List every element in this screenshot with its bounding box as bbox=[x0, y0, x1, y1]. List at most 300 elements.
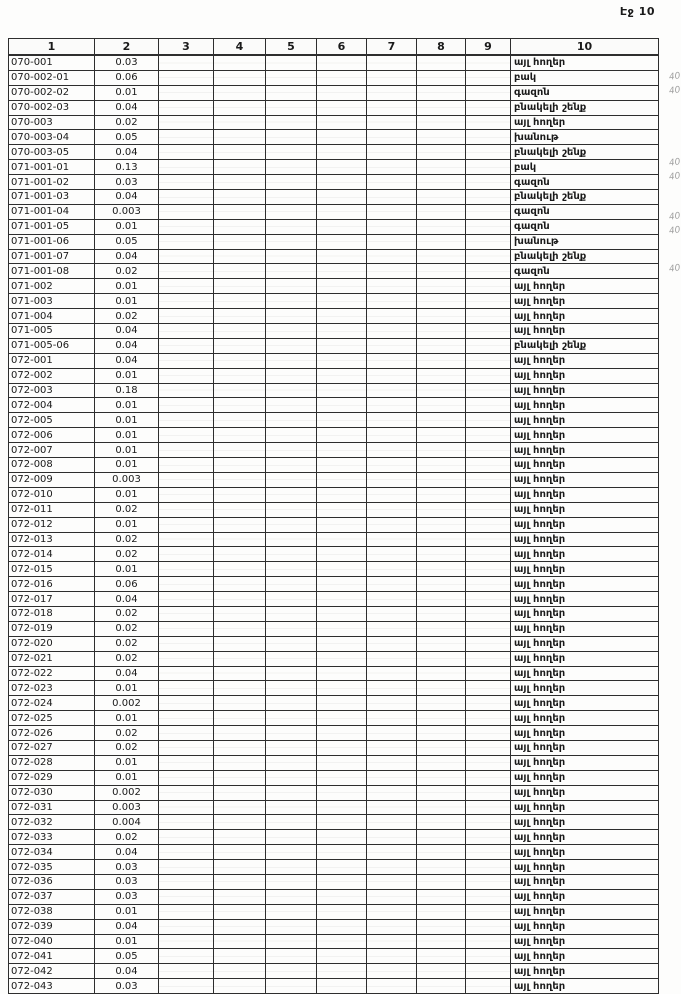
cell-area: 0.003 bbox=[95, 472, 159, 487]
cell-empty bbox=[214, 651, 266, 666]
cell-empty bbox=[317, 889, 367, 904]
table-row bbox=[9, 547, 659, 562]
cell-empty bbox=[159, 324, 214, 339]
cell-code: 071-001-07 bbox=[9, 249, 95, 264]
land-parcel-table bbox=[8, 38, 659, 994]
cell-land-use: այլ հողեր bbox=[511, 726, 659, 741]
table-row bbox=[9, 651, 659, 666]
cell-empty bbox=[266, 204, 317, 219]
cell-code: 072-034 bbox=[9, 845, 95, 860]
cell-land-use: բնակելի շենք bbox=[511, 145, 659, 160]
cell-empty bbox=[159, 740, 214, 755]
cell-empty bbox=[214, 532, 266, 547]
cell-empty bbox=[317, 160, 367, 175]
table-body bbox=[9, 55, 659, 994]
cell-empty bbox=[214, 160, 266, 175]
cell-empty bbox=[159, 726, 214, 741]
cell-land-use: այլ հողեր bbox=[511, 830, 659, 845]
cell-area: 0.18 bbox=[95, 383, 159, 398]
cell-empty bbox=[266, 532, 317, 547]
cell-empty bbox=[417, 949, 466, 964]
cell-empty bbox=[317, 919, 367, 934]
cell-empty bbox=[417, 175, 466, 190]
cell-land-use: բնակելի շենք bbox=[511, 190, 659, 205]
cell-code: 070-002-01 bbox=[9, 70, 95, 85]
cell-land-use: գազոն bbox=[511, 85, 659, 100]
cell-area: 0.02 bbox=[95, 532, 159, 547]
cell-code: 072-007 bbox=[9, 443, 95, 458]
page-number: Էջ 10 bbox=[619, 5, 655, 18]
cell-empty bbox=[417, 860, 466, 875]
cell-empty bbox=[466, 130, 511, 145]
cell-empty bbox=[466, 740, 511, 755]
cell-empty bbox=[214, 383, 266, 398]
table-row bbox=[9, 100, 659, 115]
cell-empty bbox=[466, 368, 511, 383]
table-row bbox=[9, 190, 659, 205]
cell-land-use: այլ հողեր bbox=[511, 55, 659, 70]
table-row bbox=[9, 934, 659, 949]
cell-code: 072-018 bbox=[9, 606, 95, 621]
cell-empty bbox=[466, 309, 511, 324]
cell-empty bbox=[317, 740, 367, 755]
cell-empty bbox=[466, 294, 511, 309]
table-row bbox=[9, 443, 659, 458]
table-row bbox=[9, 487, 659, 502]
cell-empty bbox=[266, 517, 317, 532]
cell-empty bbox=[159, 55, 214, 70]
cell-area: 0.03 bbox=[95, 979, 159, 994]
cell-area: 0.01 bbox=[95, 904, 159, 919]
cell-code: 072-012 bbox=[9, 517, 95, 532]
cell-area: 0.01 bbox=[95, 294, 159, 309]
cell-empty bbox=[317, 636, 367, 651]
cell-empty bbox=[417, 234, 466, 249]
cell-land-use: այլ հողեր bbox=[511, 949, 659, 964]
column-header: 3 bbox=[159, 39, 214, 56]
cell-empty bbox=[214, 472, 266, 487]
cell-area: 0.05 bbox=[95, 234, 159, 249]
cell-empty bbox=[466, 696, 511, 711]
cell-empty bbox=[417, 279, 466, 294]
cell-empty bbox=[159, 815, 214, 830]
cell-empty bbox=[159, 279, 214, 294]
column-header: 1 bbox=[9, 39, 95, 56]
cell-empty bbox=[317, 219, 367, 234]
table-row bbox=[9, 85, 659, 100]
cell-area: 0.03 bbox=[95, 175, 159, 190]
cell-empty bbox=[266, 785, 317, 800]
cell-empty bbox=[317, 294, 367, 309]
cell-empty bbox=[266, 547, 317, 562]
cell-empty bbox=[317, 755, 367, 770]
cell-empty bbox=[317, 666, 367, 681]
cell-empty bbox=[317, 577, 367, 592]
cell-land-use: այլ հողեր bbox=[511, 874, 659, 889]
cell-empty bbox=[466, 502, 511, 517]
cell-empty bbox=[466, 472, 511, 487]
cell-empty bbox=[214, 353, 266, 368]
cell-area: 0.05 bbox=[95, 949, 159, 964]
cell-code: 072-005 bbox=[9, 413, 95, 428]
cell-land-use: այլ հողեր bbox=[511, 621, 659, 636]
cell-empty bbox=[367, 979, 417, 994]
cell-empty bbox=[466, 487, 511, 502]
cell-empty bbox=[367, 696, 417, 711]
cell-empty bbox=[466, 949, 511, 964]
cell-empty bbox=[317, 949, 367, 964]
cell-empty bbox=[266, 398, 317, 413]
cell-empty bbox=[317, 815, 367, 830]
cell-area: 0.04 bbox=[95, 666, 159, 681]
cell-empty bbox=[367, 755, 417, 770]
cell-land-use: այլ հողեր bbox=[511, 532, 659, 547]
cell-empty bbox=[417, 800, 466, 815]
cell-empty bbox=[159, 264, 214, 279]
cell-empty bbox=[214, 55, 266, 70]
cell-code: 072-026 bbox=[9, 726, 95, 741]
cell-area: 0.13 bbox=[95, 160, 159, 175]
cell-empty bbox=[417, 621, 466, 636]
cell-empty bbox=[159, 532, 214, 547]
cell-empty bbox=[159, 219, 214, 234]
cell-area: 0.04 bbox=[95, 338, 159, 353]
cell-empty bbox=[266, 428, 317, 443]
cell-empty bbox=[266, 353, 317, 368]
cell-land-use: բակ bbox=[511, 70, 659, 85]
cell-empty bbox=[367, 800, 417, 815]
cell-area: 0.01 bbox=[95, 368, 159, 383]
cell-empty bbox=[317, 845, 367, 860]
cell-empty bbox=[466, 458, 511, 473]
cell-empty bbox=[214, 294, 266, 309]
table-row bbox=[9, 696, 659, 711]
cell-land-use: խանութ bbox=[511, 130, 659, 145]
cell-empty bbox=[466, 70, 511, 85]
cell-land-use: այլ հողեր bbox=[511, 681, 659, 696]
cell-empty bbox=[159, 204, 214, 219]
cell-code: 072-029 bbox=[9, 770, 95, 785]
cell-empty bbox=[317, 264, 367, 279]
cell-empty bbox=[159, 949, 214, 964]
cell-empty bbox=[367, 145, 417, 160]
cell-empty bbox=[367, 934, 417, 949]
cell-empty bbox=[214, 368, 266, 383]
cell-area: 0.02 bbox=[95, 830, 159, 845]
column-header: 2 bbox=[95, 39, 159, 56]
table-row bbox=[9, 204, 659, 219]
cell-empty bbox=[466, 860, 511, 875]
handwritten-margin-mark: 40 bbox=[667, 211, 681, 223]
cell-empty bbox=[367, 264, 417, 279]
cell-empty bbox=[466, 621, 511, 636]
cell-empty bbox=[266, 100, 317, 115]
cell-code: 072-020 bbox=[9, 636, 95, 651]
cell-empty bbox=[367, 175, 417, 190]
handwritten-margin-mark: 40 bbox=[667, 71, 681, 83]
cell-empty bbox=[159, 443, 214, 458]
cell-land-use: բակ bbox=[511, 160, 659, 175]
cell-code: 072-039 bbox=[9, 919, 95, 934]
cell-land-use: այլ հողեր bbox=[511, 800, 659, 815]
table-row bbox=[9, 145, 659, 160]
cell-empty bbox=[159, 830, 214, 845]
cell-empty bbox=[317, 190, 367, 205]
cell-empty bbox=[417, 443, 466, 458]
cell-area: 0.06 bbox=[95, 70, 159, 85]
cell-code: 072-004 bbox=[9, 398, 95, 413]
cell-empty bbox=[214, 979, 266, 994]
cell-empty bbox=[159, 934, 214, 949]
table-row bbox=[9, 740, 659, 755]
cell-empty bbox=[317, 606, 367, 621]
cell-area: 0.04 bbox=[95, 592, 159, 607]
cell-empty bbox=[159, 100, 214, 115]
cell-empty bbox=[367, 726, 417, 741]
cell-empty bbox=[159, 85, 214, 100]
cell-empty bbox=[214, 577, 266, 592]
cell-empty bbox=[214, 696, 266, 711]
cell-empty bbox=[266, 145, 317, 160]
cell-empty bbox=[367, 606, 417, 621]
cell-area: 0.02 bbox=[95, 502, 159, 517]
cell-empty bbox=[317, 651, 367, 666]
cell-empty bbox=[317, 55, 367, 70]
cell-empty bbox=[417, 651, 466, 666]
cell-empty bbox=[367, 398, 417, 413]
cell-empty bbox=[266, 160, 317, 175]
cell-land-use: այլ հողեր bbox=[511, 815, 659, 830]
cell-land-use: այլ հողեր bbox=[511, 979, 659, 994]
cell-empty bbox=[367, 666, 417, 681]
cell-area: 0.01 bbox=[95, 755, 159, 770]
cell-empty bbox=[266, 949, 317, 964]
cell-area: 0.01 bbox=[95, 219, 159, 234]
cell-area: 0.003 bbox=[95, 800, 159, 815]
cell-code: 072-015 bbox=[9, 562, 95, 577]
cell-land-use: այլ հողեր bbox=[511, 517, 659, 532]
table-header bbox=[9, 39, 659, 56]
cell-empty bbox=[367, 711, 417, 726]
cell-area: 0.01 bbox=[95, 770, 159, 785]
cell-empty bbox=[159, 562, 214, 577]
table-row bbox=[9, 621, 659, 636]
cell-land-use: այլ հողեր bbox=[511, 711, 659, 726]
cell-empty bbox=[317, 204, 367, 219]
cell-empty bbox=[159, 458, 214, 473]
cell-code: 072-016 bbox=[9, 577, 95, 592]
cell-land-use: գազոն bbox=[511, 175, 659, 190]
cell-empty bbox=[367, 681, 417, 696]
cell-land-use: այլ հողեր bbox=[511, 562, 659, 577]
cell-code: 071-001-05 bbox=[9, 219, 95, 234]
cell-empty bbox=[159, 249, 214, 264]
cell-empty bbox=[214, 666, 266, 681]
table-row bbox=[9, 413, 659, 428]
cell-empty bbox=[266, 458, 317, 473]
table-row bbox=[9, 606, 659, 621]
cell-area: 0.04 bbox=[95, 249, 159, 264]
cell-empty bbox=[214, 190, 266, 205]
cell-empty bbox=[159, 130, 214, 145]
cell-empty bbox=[214, 204, 266, 219]
cell-empty bbox=[367, 249, 417, 264]
cell-empty bbox=[466, 592, 511, 607]
cell-empty bbox=[317, 100, 367, 115]
cell-empty bbox=[317, 964, 367, 979]
cell-empty bbox=[417, 964, 466, 979]
cell-empty bbox=[266, 934, 317, 949]
cell-empty bbox=[214, 234, 266, 249]
cell-area: 0.04 bbox=[95, 919, 159, 934]
cell-empty bbox=[214, 547, 266, 562]
cell-area: 0.01 bbox=[95, 711, 159, 726]
cell-empty bbox=[417, 368, 466, 383]
cell-empty bbox=[159, 294, 214, 309]
cell-empty bbox=[266, 919, 317, 934]
cell-code: 071-001-08 bbox=[9, 264, 95, 279]
cell-area: 0.01 bbox=[95, 562, 159, 577]
cell-code: 072-035 bbox=[9, 860, 95, 875]
table-row bbox=[9, 770, 659, 785]
cell-empty bbox=[159, 606, 214, 621]
cell-empty bbox=[214, 770, 266, 785]
cell-empty bbox=[214, 904, 266, 919]
table-row bbox=[9, 70, 659, 85]
cell-land-use: այլ հողեր bbox=[511, 383, 659, 398]
cell-area: 0.01 bbox=[95, 487, 159, 502]
cell-code: 072-042 bbox=[9, 964, 95, 979]
cell-code: 070-003-04 bbox=[9, 130, 95, 145]
cell-empty bbox=[367, 70, 417, 85]
table-row bbox=[9, 353, 659, 368]
cell-empty bbox=[214, 324, 266, 339]
cell-empty bbox=[466, 100, 511, 115]
cell-empty bbox=[214, 621, 266, 636]
cell-code: 071-003 bbox=[9, 294, 95, 309]
cell-empty bbox=[317, 711, 367, 726]
cell-land-use: այլ հողեր bbox=[511, 696, 659, 711]
table-row bbox=[9, 502, 659, 517]
table-row bbox=[9, 815, 659, 830]
table-row bbox=[9, 458, 659, 473]
cell-area: 0.01 bbox=[95, 413, 159, 428]
cell-empty bbox=[266, 666, 317, 681]
cell-code: 072-014 bbox=[9, 547, 95, 562]
table-row bbox=[9, 592, 659, 607]
cell-empty bbox=[214, 785, 266, 800]
cell-empty bbox=[266, 190, 317, 205]
cell-empty bbox=[466, 145, 511, 160]
cell-empty bbox=[367, 845, 417, 860]
cell-empty bbox=[159, 234, 214, 249]
cell-empty bbox=[317, 502, 367, 517]
cell-empty bbox=[159, 175, 214, 190]
cell-empty bbox=[159, 666, 214, 681]
cell-empty bbox=[266, 70, 317, 85]
table-row bbox=[9, 398, 659, 413]
cell-land-use: այլ հողեր bbox=[511, 547, 659, 562]
cell-land-use: այլ հողեր bbox=[511, 502, 659, 517]
cell-empty bbox=[466, 636, 511, 651]
cell-empty bbox=[466, 264, 511, 279]
cell-area: 0.004 bbox=[95, 815, 159, 830]
cell-empty bbox=[466, 726, 511, 741]
cell-code: 071-001-02 bbox=[9, 175, 95, 190]
cell-area: 0.03 bbox=[95, 55, 159, 70]
cell-area: 0.003 bbox=[95, 204, 159, 219]
cell-area: 0.03 bbox=[95, 889, 159, 904]
cell-land-use: այլ հողեր bbox=[511, 353, 659, 368]
cell-empty bbox=[466, 160, 511, 175]
cell-empty bbox=[266, 502, 317, 517]
cell-area: 0.002 bbox=[95, 785, 159, 800]
table-row bbox=[9, 636, 659, 651]
cell-land-use: այլ հողեր bbox=[511, 294, 659, 309]
cell-empty bbox=[317, 487, 367, 502]
table-row bbox=[9, 264, 659, 279]
cell-empty bbox=[214, 964, 266, 979]
cell-area: 0.01 bbox=[95, 681, 159, 696]
cell-empty bbox=[159, 964, 214, 979]
cell-empty bbox=[317, 874, 367, 889]
cell-empty bbox=[466, 428, 511, 443]
cell-area: 0.04 bbox=[95, 964, 159, 979]
cell-empty bbox=[367, 190, 417, 205]
cell-empty bbox=[417, 219, 466, 234]
cell-empty bbox=[266, 621, 317, 636]
table-row bbox=[9, 338, 659, 353]
cell-land-use: այլ հողեր bbox=[511, 934, 659, 949]
cell-empty bbox=[417, 592, 466, 607]
cell-empty bbox=[367, 368, 417, 383]
cell-area: 0.02 bbox=[95, 606, 159, 621]
cell-empty bbox=[367, 428, 417, 443]
cell-empty bbox=[367, 651, 417, 666]
cell-empty bbox=[266, 889, 317, 904]
cell-empty bbox=[466, 711, 511, 726]
cell-code: 071-001-04 bbox=[9, 204, 95, 219]
cell-empty bbox=[266, 234, 317, 249]
cell-empty bbox=[266, 219, 317, 234]
cell-code: 072-023 bbox=[9, 681, 95, 696]
cell-land-use: գազոն bbox=[511, 219, 659, 234]
cell-empty bbox=[317, 979, 367, 994]
cell-empty bbox=[367, 204, 417, 219]
cell-empty bbox=[417, 383, 466, 398]
cell-empty bbox=[159, 115, 214, 130]
column-header: 5 bbox=[266, 39, 317, 56]
cell-land-use: այլ հողեր bbox=[511, 964, 659, 979]
cell-empty bbox=[214, 681, 266, 696]
cell-empty bbox=[266, 383, 317, 398]
cell-empty bbox=[159, 636, 214, 651]
cell-empty bbox=[367, 55, 417, 70]
cell-empty bbox=[317, 443, 367, 458]
cell-empty bbox=[317, 324, 367, 339]
cell-empty bbox=[417, 413, 466, 428]
table-row bbox=[9, 55, 659, 70]
table-row bbox=[9, 830, 659, 845]
cell-empty bbox=[317, 115, 367, 130]
cell-empty bbox=[367, 100, 417, 115]
cell-empty bbox=[367, 770, 417, 785]
cell-code: 072-043 bbox=[9, 979, 95, 994]
cell-empty bbox=[417, 830, 466, 845]
cell-land-use: այլ հողեր bbox=[511, 428, 659, 443]
cell-empty bbox=[159, 428, 214, 443]
cell-empty bbox=[466, 249, 511, 264]
